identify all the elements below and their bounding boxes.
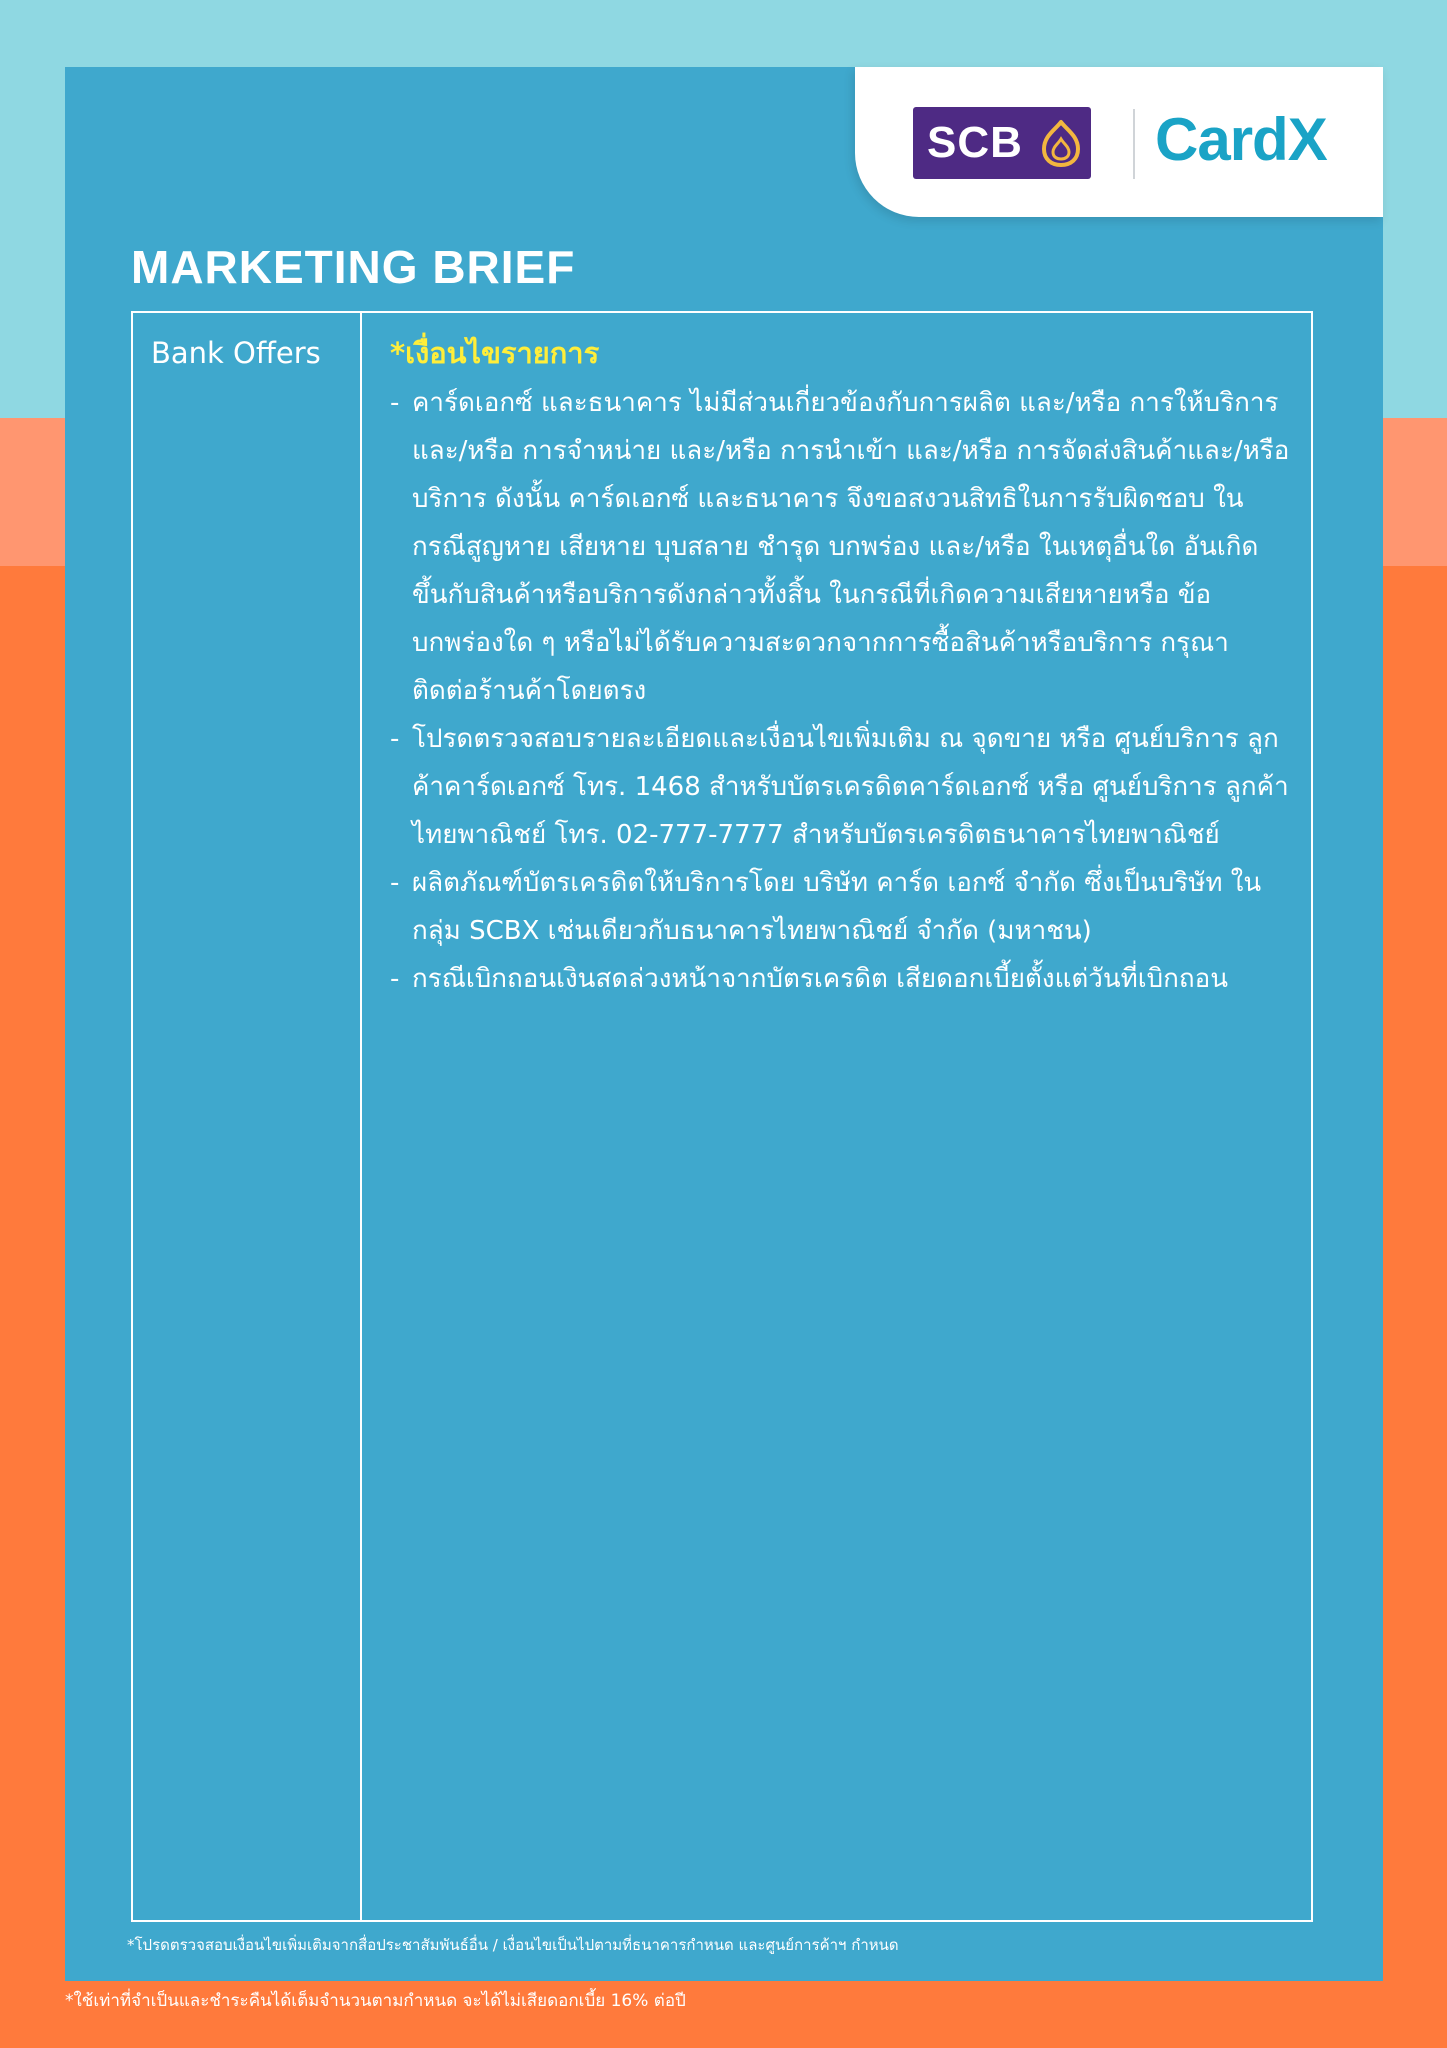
list-item	[390, 379, 1290, 715]
row-label-bank-offers: Bank Offers	[151, 336, 321, 370]
scb-logo	[913, 107, 1091, 179]
list-item	[390, 715, 1290, 859]
scb-logo-text: SCB	[927, 118, 1023, 167]
brief-table	[131, 311, 1313, 1922]
list-item	[390, 859, 1290, 955]
conditions-list	[390, 379, 1290, 1003]
list-item	[390, 955, 1290, 1003]
table-column-divider	[360, 313, 362, 1920]
cardx-logo: CardX	[1155, 106, 1327, 173]
logo-card	[855, 67, 1383, 217]
list-item-text: กรณีเบิกถอนเงินสดล่วงหน้าจากบัตรเครดิต เสียดอกเบี้ยตั้งแต่วันที่เบิกถอน	[412, 964, 1229, 994]
lotus-icon	[1039, 119, 1083, 169]
bullet-dash: -	[390, 964, 400, 994]
list-item-text: คาร์ดเอกซ์ และธนาคาร ไม่มีส่วนเกี่ยวข้องกับการผลิต และ/หรือ การให้บริการ และ/หรือ การจำหน่าย และ/หรือ การนำเข้า และ/หรือ การจัดส่งสินค้าและ/หรือ บริการ ดังนั้น คาร์ดเอกซ์ และธนาคาร จึงขอสงวนสิทธิในการรับผิดชอบ ในกรณีสูญหาย เสียหาย บุบสลาย ชำรุด บกพร่อง และ/หรือ ในเหตุอื่นใด อันเกิดขึ้นกับสินค้าหรือบริการดังกล่าวทั้งสิ้น ในกรณีที่เกิดความเสียหายหรือ ข้อบกพร่องใด ๆ หรือไม่ได้รับความสะดวกจากการซื้อสินค้าหรือบริการ กรุณาติดต่อร้านค้าโดยตรง	[412, 388, 1290, 706]
page-footnote: *ใช้เท่าที่จำเป็นและชำระคืนได้เต็มจำนวนตามกำหนด จะได้ไม่เสียดอกเบี้ย 16% ต่อปี	[65, 1991, 686, 2011]
list-item-text: โปรดตรวจสอบรายละเอียดและเงื่อนไขเพิ่มเติม ณ จุดขาย หรือ ศูนย์บริการ ลูกค้าคาร์ดเอกซ์ โทร. 1468 สำหรับบัตรเครดิตคาร์ดเอกซ์ หรือ ศูนย์บริการ ลูกค้าไทยพาณิชย์ โทร. 02-777-7777 สำหรับบัตรเครดิตธนาคารไทยพาณิชย์	[412, 724, 1289, 850]
bullet-dash: -	[390, 868, 400, 898]
bullet-dash: -	[390, 388, 400, 418]
panel-footnote: *โปรดตรวจสอบเงื่อนไขเพิ่มเติมจากสื่อประชาสัมพันธ์อื่น / เงื่อนไขเป็นไปตามที่ธนาคารกำหนด และศูนย์การค้าฯ กำหนด	[127, 1936, 899, 1954]
conditions-content	[390, 331, 1290, 1003]
brief-panel	[65, 67, 1383, 1981]
bullet-dash: -	[390, 724, 400, 754]
logo-divider	[1133, 109, 1135, 179]
page-title: MARKETING BRIEF	[131, 241, 576, 293]
conditions-title: *เงื่อนไขรายการ	[390, 336, 600, 370]
list-item-text: ผลิตภัณฑ์บัตรเครดิตให้บริการโดย บริษัท คาร์ด เอกซ์ จำกัด ซึ่งเป็นบริษัท ในกลุ่ม SCBX เช่นเดียวกับธนาคารไทยพาณิชย์ จำกัด (มหาชน)	[412, 868, 1262, 946]
